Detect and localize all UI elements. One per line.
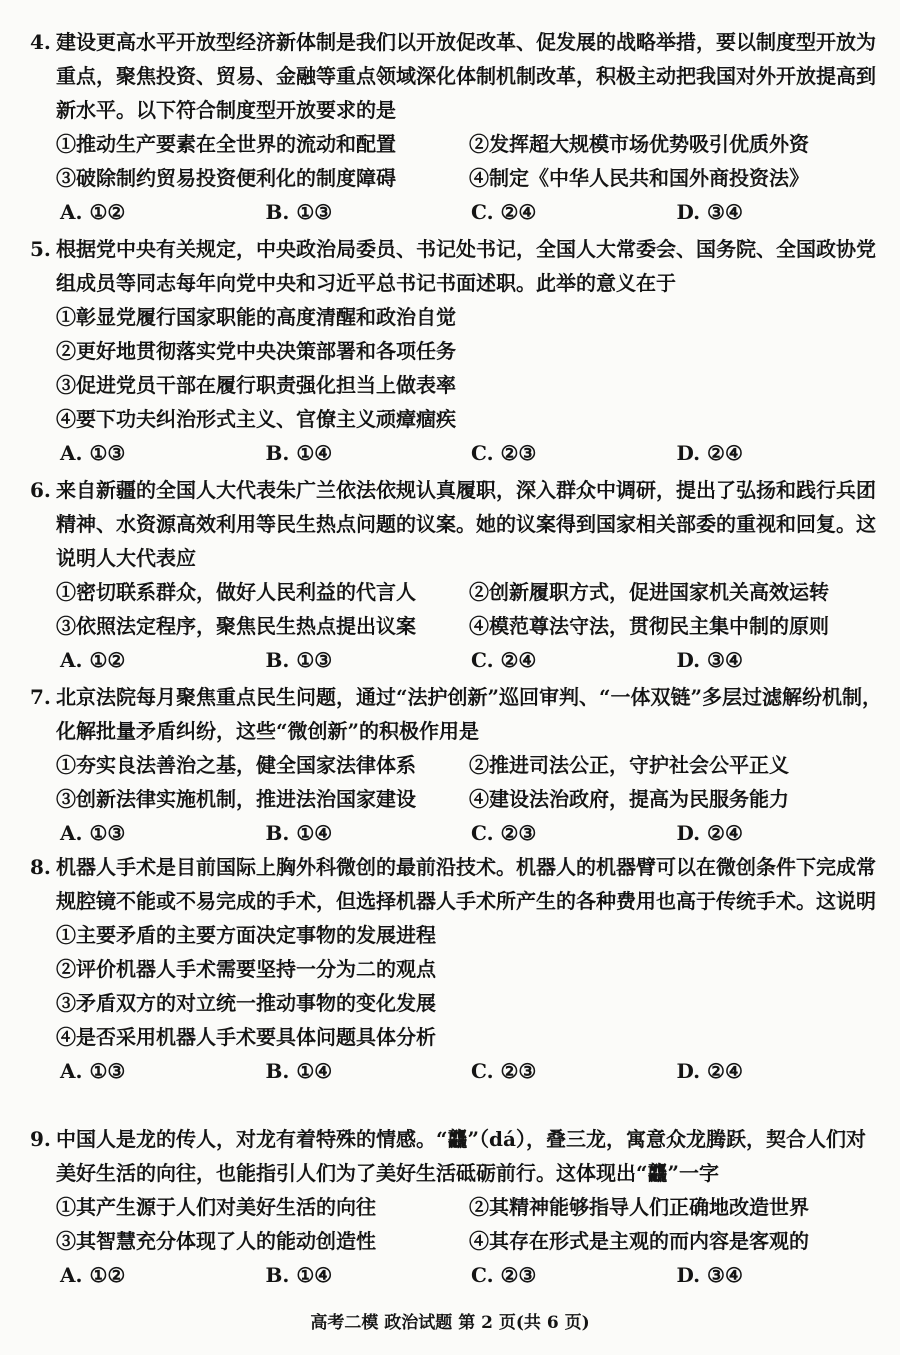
- question-stem: [30, 680, 882, 748]
- choice-b: B. ①④: [265, 821, 333, 845]
- option-3: ③创新法律实施机制，推进法治国家建设: [56, 787, 416, 811]
- question-text: 中国人是龙的传人，对龙有着特殊的情感。“龘”（dá），叠三龙，寓意众龙腾跃，契合人们对美好生活的向往，也能指引人们为了美好生活砥砺前行。这体现出“龘”一字: [56, 1127, 866, 1185]
- option-2: ②评价机器人手术需要坚持一分为二的观点: [56, 957, 436, 981]
- choice-a: A. ①②: [60, 648, 126, 672]
- question-text: 根据党中央有关规定，中央政治局委员、书记处书记，全国人大常委会、国务院、全国政协党组成员等同志每年向党中央和习近平总书记书面述职。此举的意义在于: [56, 237, 876, 295]
- choice-c: C. ②③: [471, 1059, 537, 1083]
- question-9: [30, 1122, 882, 1292]
- choice-b: B. ①④: [265, 1059, 333, 1083]
- option-4: ④制定《中华人民共和国外商投资法》: [469, 166, 809, 190]
- question-stem: [30, 25, 882, 127]
- question-stem: [30, 1122, 882, 1190]
- choice-d: D. ②④: [676, 441, 743, 465]
- answer-choices: [30, 643, 882, 677]
- option-row: [30, 127, 882, 161]
- option-2: ②发挥超大规模市场优势吸引优质外资: [469, 132, 809, 156]
- option-4: ④是否采用机器人手术要具体问题具体分析: [56, 1025, 436, 1049]
- option-row: [30, 1224, 882, 1258]
- question-text: 北京法院每月聚焦重点民生问题，通过“法护创新”巡回审判、“一体双链”多层过滤解纷机制，化解批量矛盾纠纷，这些“微创新”的积极作用是: [56, 685, 883, 743]
- answer-choices: [30, 436, 882, 470]
- choice-c: C. ②③: [471, 821, 537, 845]
- question-number: 4.: [30, 30, 51, 54]
- option-1: ①彰显党履行国家职能的高度清醒和政治自觉: [56, 305, 456, 329]
- choice-d: D. ③④: [676, 648, 743, 672]
- choice-b: B. ①③: [265, 648, 333, 672]
- question-text: 建设更高水平开放型经济新体制是我们以开放促改革、促发展的战略举措，要以制度型开放为重点，聚焦投资、贸易、金融等重点领域深化体制机制改革，积极主动把我国对外开放提高到新水平。以下符合制度型开放要求的是: [56, 30, 876, 122]
- option-row: [30, 748, 882, 782]
- question-number: 9.: [30, 1127, 51, 1151]
- option-row: [30, 782, 882, 816]
- option-4: ④其存在形式是主观的而内容是客观的: [469, 1229, 809, 1253]
- question-stem: [30, 473, 882, 575]
- question-6: [30, 473, 882, 677]
- question-7: [30, 680, 882, 850]
- option-3: ③依照法定程序，聚焦民生热点提出议案: [56, 614, 416, 638]
- option-row: [30, 1190, 882, 1224]
- choice-c: C. ②③: [471, 1263, 537, 1287]
- question-5: [30, 232, 882, 470]
- question-number: 8.: [30, 855, 51, 879]
- question-8: [30, 850, 882, 1088]
- choice-a: A. ①②: [60, 1263, 126, 1287]
- question-stem: [30, 850, 882, 918]
- option-1: ①夯实良法善治之基，健全国家法律体系: [56, 753, 416, 777]
- question-4: [30, 25, 882, 229]
- answer-choices: [30, 1054, 882, 1088]
- answer-choices: [30, 195, 882, 229]
- option-1: ①密切联系群众，做好人民利益的代言人: [56, 580, 416, 604]
- option-2: ②更好地贯彻落实党中央决策部署和各项任务: [56, 339, 456, 363]
- option-3: ③矛盾双方的对立统一推动事物的变化发展: [56, 991, 436, 1015]
- choice-a: A. ①③: [60, 1059, 126, 1083]
- choice-d: D. ③④: [676, 1263, 743, 1287]
- choice-c: C. ②④: [471, 200, 537, 224]
- option-2: ②其精神能够指导人们正确地改造世界: [469, 1195, 809, 1219]
- choice-d: D. ②④: [676, 821, 743, 845]
- question-number: 5.: [30, 237, 51, 261]
- choice-c: C. ②③: [471, 441, 537, 465]
- choice-a: A. ①②: [60, 200, 126, 224]
- choice-a: A. ①③: [60, 821, 126, 845]
- option-row: [30, 575, 882, 609]
- option-row: [30, 161, 882, 195]
- question-number: 7.: [30, 685, 51, 709]
- option-3: ③破除制约贸易投资便利化的制度障碍: [56, 166, 396, 190]
- option-2: ②创新履职方式，促进国家机关高效运转: [469, 580, 829, 604]
- choice-d: D. ②④: [676, 1059, 743, 1083]
- question-number: 6.: [30, 478, 51, 502]
- option-3: ③促进党员干部在履行职责强化担当上做表率: [56, 373, 456, 397]
- choice-c: C. ②④: [471, 648, 537, 672]
- choice-b: B. ①④: [265, 1263, 333, 1287]
- option-4: ④模范尊法守法，贯彻民主集中制的原则: [469, 614, 829, 638]
- answer-choices: [30, 1258, 882, 1292]
- option-4: ④建设法治政府，提高为民服务能力: [469, 787, 789, 811]
- choice-b: B. ①③: [265, 200, 333, 224]
- option-row: [30, 609, 882, 643]
- option-1: ①推动生产要素在全世界的流动和配置: [56, 132, 396, 156]
- choice-d: D. ③④: [676, 200, 743, 224]
- option-2: ②推进司法公正，守护社会公平正义: [469, 753, 789, 777]
- question-text: 机器人手术是目前国际上胸外科微创的最前沿技术。机器人的机器臂可以在微创条件下完成常规腔镜不能或不易完成的手术，但选择机器人手术所产生的各种费用也高于传统手术。这说明: [56, 855, 876, 913]
- option-3: ③其智慧充分体现了人的能动创造性: [56, 1229, 376, 1253]
- question-text: 来自新疆的全国人大代表朱广兰依法依规认真履职，深入群众中调研，提出了弘扬和践行兵团精神、水资源高效利用等民生热点问题的议案。她的议案得到国家相关部委的重视和回复。这说明人大代表应: [56, 478, 876, 570]
- question-stem: [30, 232, 882, 300]
- option-1: ①其产生源于人们对美好生活的向往: [56, 1195, 376, 1219]
- page-footer: 高考二模 政治试题 第 2 页(共 6 页): [310, 1313, 590, 1333]
- option-4: ④要下功夫纠治形式主义、官僚主义顽瘴痼疾: [56, 407, 456, 431]
- choice-a: A. ①③: [60, 441, 126, 465]
- answer-choices: [30, 816, 882, 850]
- option-1: ①主要矛盾的主要方面决定事物的发展进程: [56, 923, 436, 947]
- choice-b: B. ①④: [265, 441, 333, 465]
